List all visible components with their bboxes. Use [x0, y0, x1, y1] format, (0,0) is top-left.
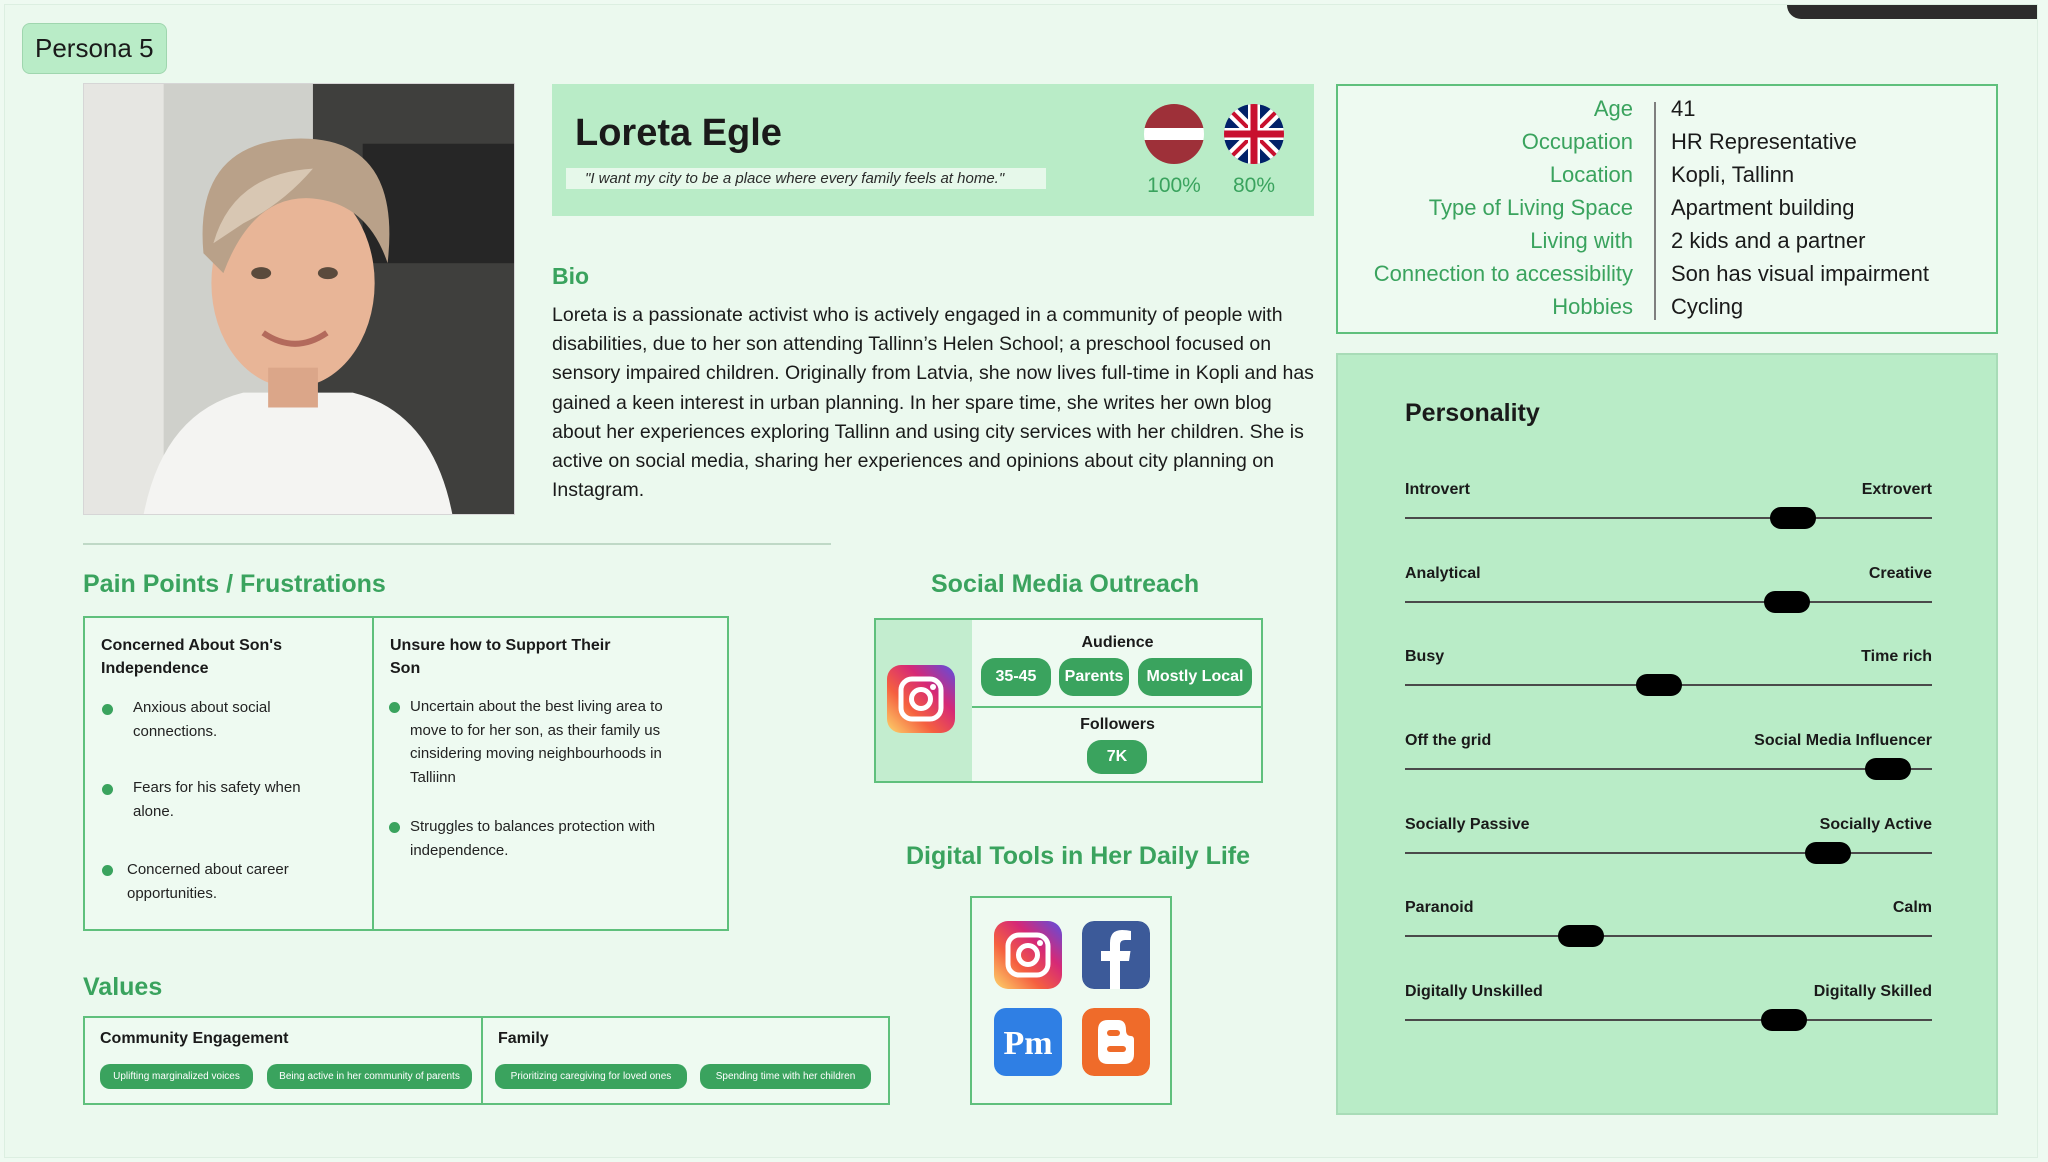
info-key: Location [1549, 162, 1633, 187]
pain-column [85, 618, 374, 929]
svg-text:Pm: Pm [1003, 1025, 1053, 1062]
slider-knob [1636, 674, 1682, 696]
trait-right-label: Calm [1892, 899, 1932, 916]
values-title: Values [83, 973, 163, 1001]
trait-slider [1405, 648, 1932, 708]
trait-slider [1405, 732, 1932, 792]
section-divider [83, 543, 831, 545]
slider-track [1405, 601, 1932, 603]
trait-right-label: Social Media Influencer [1754, 732, 1932, 749]
followers-count: 7K [1087, 740, 1147, 774]
social-divider [972, 706, 1263, 708]
trait-left-label: Socially Passive [1405, 816, 1530, 833]
slider-knob [1764, 591, 1810, 613]
value-chip: Being active in her community of parents [267, 1064, 472, 1089]
persona-photo [83, 83, 515, 515]
trait-right-label: Time rich [1861, 648, 1932, 665]
trait-slider [1405, 481, 1932, 541]
audience-label: Audience [1081, 634, 1154, 651]
slider-knob [1865, 758, 1911, 780]
bullet-icon [102, 865, 113, 876]
info-key: Type of Living Space [1428, 195, 1633, 220]
pain-item: Anxious about social connections. [133, 699, 271, 740]
bullet-icon [102, 704, 113, 715]
trait-left-label: Busy [1405, 648, 1445, 665]
trait-slider [1405, 565, 1932, 625]
info-row-occupation [1338, 129, 1996, 162]
info-value: Son has visual impairment [1671, 261, 1930, 286]
instagram-icon [887, 665, 955, 733]
pain-item: Fears for his safety when alone. [133, 779, 301, 820]
persona-board [4, 4, 2038, 1158]
trait-right-label: Creative [1868, 565, 1932, 582]
values-heading: Community Engagement [100, 1030, 289, 1047]
info-row-living-with [1338, 228, 1996, 261]
pain-heading: Unsure how to Support Their Son [390, 637, 611, 677]
bullet-icon [389, 702, 400, 713]
trait-left-label: Off the grid [1405, 732, 1492, 749]
demographics-card [1336, 84, 1998, 334]
bio-text: Loreta is a passionate activist who is actively engaged in a community of people with disabilities, due to her son attending Tallinn’s Helen School; a preschool focused on sensory impaired children. Originally from Latvia, she now lives full-time in Kopli and has gained a keen interest in urban planning. In her spare time, she writes her own blog about her experiences exploring Tallinn and using city services with her children. She is active on social media, sharing her experiences and opinions about city planning on Instagram. [552, 304, 1314, 502]
pain-column [374, 618, 727, 929]
info-key: Connection to accessibility [1373, 261, 1633, 286]
slider-knob [1805, 842, 1851, 864]
slider-track [1405, 768, 1932, 770]
trait-right-label: Socially Active [1819, 816, 1932, 833]
trait-left-label: Paranoid [1405, 899, 1474, 916]
trait-right-label: Digitally Skilled [1813, 983, 1932, 1000]
slider-knob [1558, 925, 1604, 947]
pain-item: Uncertain about the best living area to move to for her son, as their family us cinsidering moving neighbourhoods in Talliinn [410, 698, 663, 786]
followers-label: Followers [1080, 716, 1155, 733]
slider-track [1405, 852, 1932, 854]
pain-item: Concerned about career opportunities. [127, 861, 289, 902]
pm-icon [994, 1008, 1062, 1076]
values-heading: Family [498, 1030, 549, 1047]
persona-tag: Persona 5 [22, 23, 167, 74]
trait-left-label: Analytical [1405, 565, 1481, 582]
info-value: Apartment building [1671, 195, 1855, 220]
uk-flag-icon [1224, 104, 1284, 164]
info-key: Living with [1530, 228, 1633, 253]
english-proficiency: 80% [1232, 174, 1276, 197]
info-key: Occupation [1521, 129, 1633, 154]
bio-title: Bio [552, 263, 590, 289]
info-value: Cycling [1671, 294, 1744, 319]
bullet-icon [102, 784, 113, 795]
audience-tag: 35-45 [981, 658, 1051, 696]
values-group [483, 1018, 888, 1103]
name-card [552, 84, 1314, 216]
value-chip: Spending time with her children [700, 1064, 871, 1089]
pain-item: Struggles to balances protection with independence. [410, 818, 656, 859]
bullet-icon [389, 822, 400, 833]
info-value: Kopli, Tallinn [1671, 162, 1795, 187]
audience-tag: Mostly Local [1138, 658, 1252, 696]
values-group [85, 1018, 483, 1103]
digital-tools-box [970, 896, 1172, 1105]
instagram-icon [994, 921, 1062, 989]
latvian-proficiency: 100% [1147, 174, 1201, 197]
info-row-hobbies [1338, 294, 1996, 327]
info-key: Age [1593, 96, 1633, 121]
value-chip: Uplifting marginalized voices [100, 1064, 253, 1089]
trait-slider [1405, 816, 1932, 876]
info-row-location [1338, 162, 1996, 195]
personality-box [1336, 353, 1998, 1115]
info-value: HR Representative [1671, 129, 1857, 154]
persona-name: Loreta Egle [575, 112, 782, 154]
personality-title: Personality [1405, 399, 1540, 427]
trait-slider [1405, 899, 1932, 959]
social-platform-panel [876, 620, 972, 781]
value-chip: Prioritizing caregiving for loved ones [495, 1064, 687, 1089]
slider-track [1405, 517, 1932, 519]
trait-slider [1405, 983, 1932, 1043]
social-media-box [874, 618, 1263, 783]
info-row-living-space [1338, 195, 1996, 228]
info-value: 2 kids and a partner [1671, 228, 1866, 253]
info-row-accessibility [1338, 261, 1996, 294]
pain-heading: Concerned About Son's Independence [101, 637, 282, 677]
social-title: Social Media Outreach [931, 570, 1200, 598]
trait-right-label: Extrovert [1861, 481, 1932, 498]
window-topbar [1787, 5, 2037, 19]
info-key: Hobbies [1552, 294, 1633, 319]
portrait-image [84, 84, 514, 514]
values-box [83, 1016, 890, 1105]
pain-points-box [83, 616, 729, 931]
persona-quote: "I want my city to be a place where every family feels at home." [566, 168, 1046, 189]
digital-tools-title: Digital Tools in Her Daily Life [906, 842, 1251, 870]
slider-track [1405, 935, 1932, 937]
latvia-flag-icon [1144, 104, 1204, 164]
info-value: 41 [1671, 96, 1696, 121]
slider-track [1405, 1019, 1932, 1021]
slider-knob [1770, 507, 1816, 529]
facebook-icon [1082, 921, 1150, 989]
blogger-icon [1082, 1008, 1150, 1076]
trait-left-label: Introvert [1405, 481, 1470, 498]
audience-tag: Parents [1059, 658, 1129, 696]
trait-left-label: Digitally Unskilled [1405, 983, 1543, 1000]
slider-knob [1761, 1009, 1807, 1031]
info-row-age [1338, 96, 1996, 129]
pain-points-title: Pain Points / Frustrations [83, 570, 386, 598]
